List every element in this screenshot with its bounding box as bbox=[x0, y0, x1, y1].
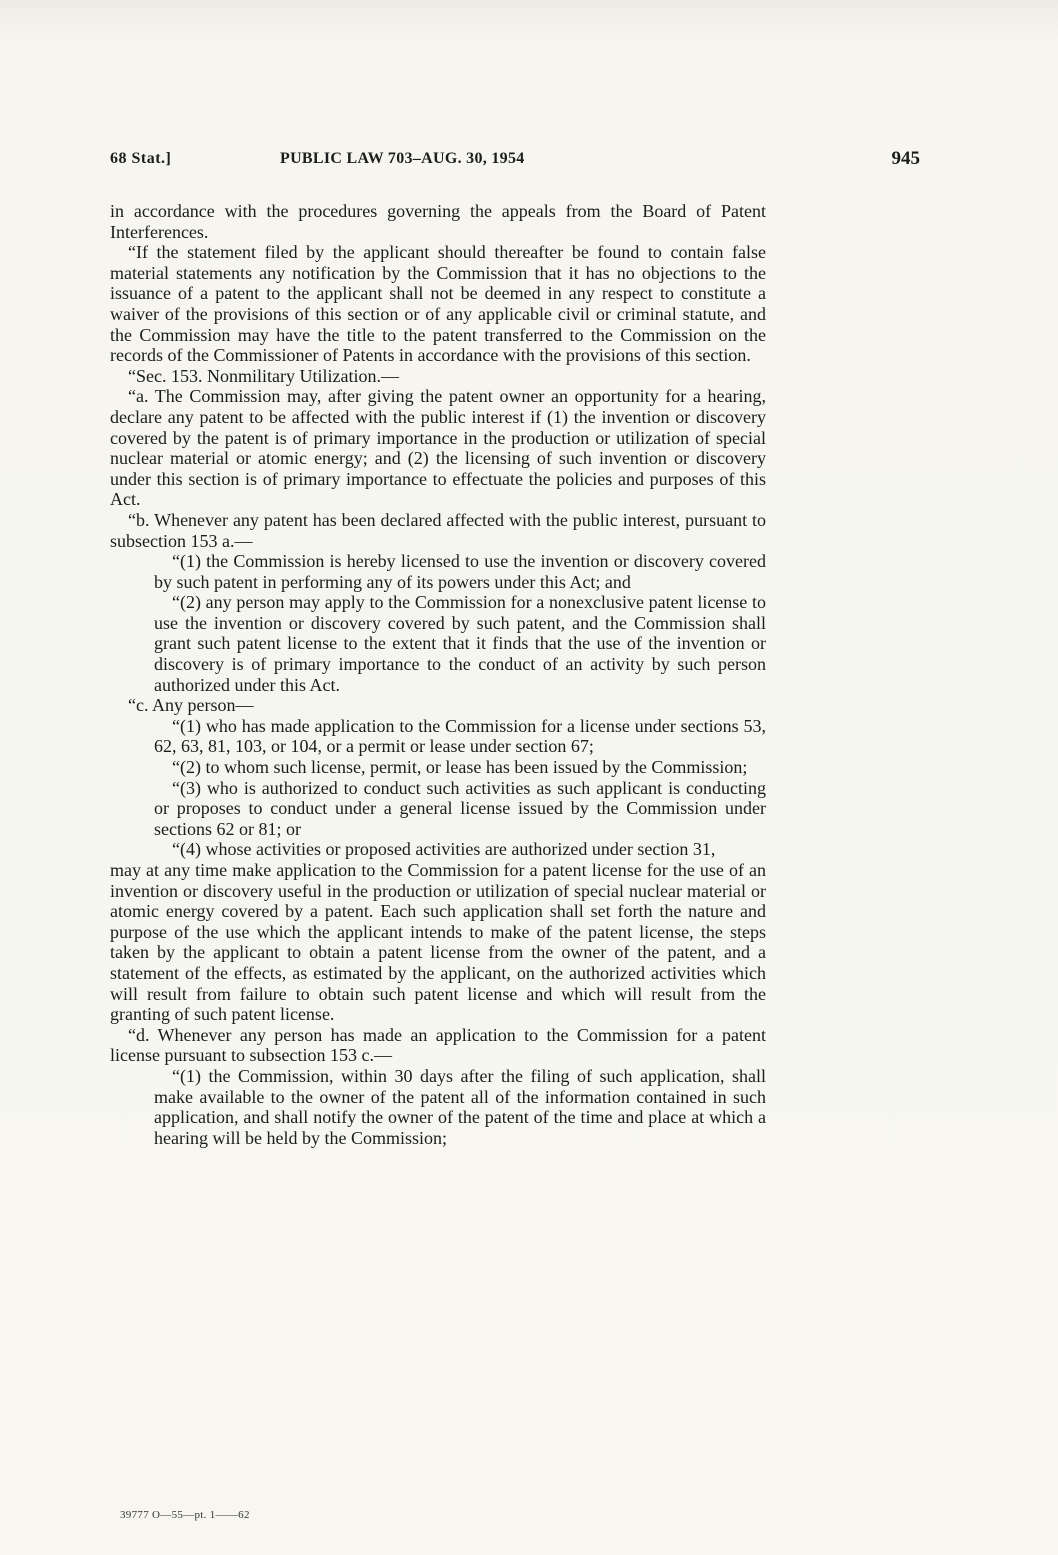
page-header bbox=[110, 148, 920, 174]
print-footer: 39777 O—55—pt. 1——62 bbox=[120, 1509, 250, 1521]
paragraph-c-4: “(4) whose activities or proposed activities are authorized under section 31, bbox=[172, 839, 716, 860]
paragraph-b-1: “(1) the Commission is hereby licensed to use the invention or discovery covered by such patent in performing any of its powers under this Act; and bbox=[154, 551, 766, 592]
volume-citation: 68 Stat.] bbox=[110, 150, 172, 167]
paragraph-c-3: “(3) who is authorized to conduct such activities as such applicant is conducting or proposes to conduct under a general license issued by the Commission under sections 62 or 81; or bbox=[154, 777, 766, 839]
law-title: PUBLIC LAW 703–AUG. 30, 1954 bbox=[280, 150, 525, 167]
paragraph-b-2: “(2) any person may apply to the Commission for a nonexclusive patent license to use the invention or discovery covered by such patent, and the Commission shall grant such patent license to the extent that it finds that the use of the invention or discovery is of primary importance to the conduct of an activity by such person authorized under this Act. bbox=[154, 592, 766, 695]
paragraph-d: “d. Whenever any person has made an application to the Commission for a patent license pursuant to subsection 153 c.— bbox=[110, 1024, 766, 1066]
paragraph-false-statements: “If the statement filed by the applicant should thereafter be found to contain false material statements any notification by the Commission that it has no objections to the issuance of a patent to the applicant shall not be deemed in any respect to constitute a waiver of the provisions of this section or of any applicable civil or criminal statute, and the Commission may have the title to the patent transferred to the Commission on the records of the Commissioner of Patents in accordance with the provisions of this section. bbox=[110, 242, 766, 366]
paragraph-d-1: “(1) the Commission, within 30 days after the filing of such application, shall make available to the owner of the patent all of the information contained in such application, and shall notify the owner of the patent of the time and place at which a hearing will be held by the Commission; bbox=[154, 1065, 766, 1148]
paragraph-c: “c. Any person— bbox=[128, 695, 254, 716]
section-heading: “Sec. 153. Nonmilitary Utilization.— bbox=[128, 365, 399, 386]
page-body bbox=[110, 201, 766, 1148]
paragraph-c-1: “(1) who has made application to the Commission for a license under sections 53, 62, 63, 81, 103, or 104, or a permit or lease under section 67; bbox=[154, 715, 766, 757]
paragraph-c-continuation: may at any time make application to the Commission for a patent license for the use of an invention or discovery useful in the production or utilization of special nuclear material or atomic energy covered by a patent. Each such application shall set forth the nature and purpose of the use which the applicant intends to make of the patent license, the steps taken by the applicant to obtain a patent license from the owner of the patent, and a statement of the effects, as estimated by the applicant, on the authorized activities which will result from failure to obtain such patent license and which will result from the granting of such patent license. bbox=[110, 860, 766, 1025]
paragraph-a: “a. The Commission may, after giving the patent owner an opportunity for a hearing, declare any patent to be affected with the public interest if (1) the invention or discovery covered by the patent is of primary importance in the production or utilization of special nuclear material or atomic energy; and (2) the licensing of such invention or discovery under this section is of primary importance to effectuate the policies and purposes of this Act. bbox=[110, 386, 766, 510]
paragraph-continuation: in accordance with the procedures governing the appeals from the Board of Patent Interferences. bbox=[110, 201, 766, 242]
paragraph-c-2: “(2) to whom such license, permit, or lease has been issued by the Commission; bbox=[172, 757, 748, 778]
page-number: 945 bbox=[891, 148, 920, 169]
paragraph-b: “b. Whenever any patent has been declared affected with the public interest, pursuant to subsection 153 a.— bbox=[110, 509, 766, 551]
